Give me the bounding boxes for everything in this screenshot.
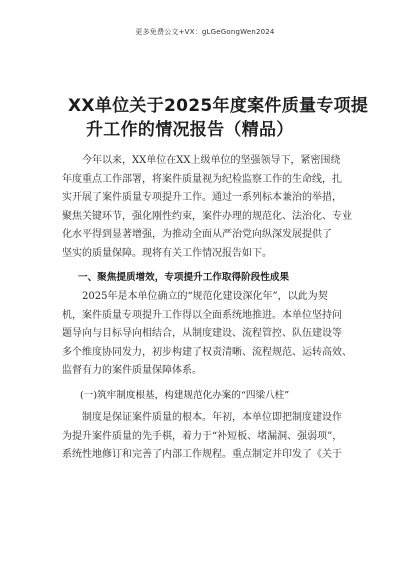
document-title [68, 94, 368, 142]
intro-line: 化水平得到显著增强，为推动全面从严治党向纵深发展提供了 [62, 229, 332, 241]
subsection-1-line: 为提升案件质量的先手棋，着力于“补短板、堵漏洞、强弱项”， [62, 430, 343, 442]
section-1-line: 监督有力的案件质量保障体系。 [62, 365, 202, 377]
section-1-line: 多个维度协同发力，初步构建了权责清晰、流程规范、运转高效、 [62, 346, 352, 358]
title-line-1: XX单位关于2025年度案件质量专项提 [68, 96, 369, 116]
section-1-line: 题导向与目标导向相结合，从制度建设、流程管控、队伍建设等 [62, 328, 342, 340]
intro-line: 坚实的质量保障。现将有关工作情况报告如下。 [62, 247, 272, 259]
intro-line: 今年以来，XX单位在XX上级单位的坚强领导下，紧密围绕 [82, 155, 341, 166]
intro-paragraph [62, 152, 362, 264]
subsection-1-heading: (一)筑牢制度根基，构建规范化办案的“四梁八柱” [80, 390, 290, 401]
subsection-1-line: 制度是保证案件质量的根本。年初，本单位即把制度建设作 [82, 412, 342, 423]
intro-line: 年度重点工作部署，将案件质量视为纪检监察工作的生命线，扎 [62, 173, 342, 185]
section-1-line: 机，案件质量专项提升工作得以全面系统地推进。本单位坚持问 [62, 309, 342, 321]
section-1-paragraph [62, 288, 362, 381]
title-line-2: 升工作的情况报告（精品） [86, 120, 294, 140]
subsection-1-line: 系统性地修订和完善了内部工作规程。重点制定并印发了《关于 [62, 449, 342, 461]
subsection-1-paragraph [62, 409, 362, 465]
header-note: 更多免费公文+VX：gLGeGongWen2024 [135, 28, 275, 36]
intro-line: 实开展了案件质量专项提升工作。通过一系列标本兼治的举措， [62, 192, 342, 204]
section-1-line: 2025年是本单位确立的“规范化建设深化年”，以此为契 [82, 291, 328, 302]
section-1-heading: 一、聚焦提质增效，专项提升工作取得阶段性成果 [78, 272, 290, 283]
intro-line: 聚焦关键环节，强化刚性约束，案件办理的规范化、法治化、专业 [62, 210, 352, 222]
